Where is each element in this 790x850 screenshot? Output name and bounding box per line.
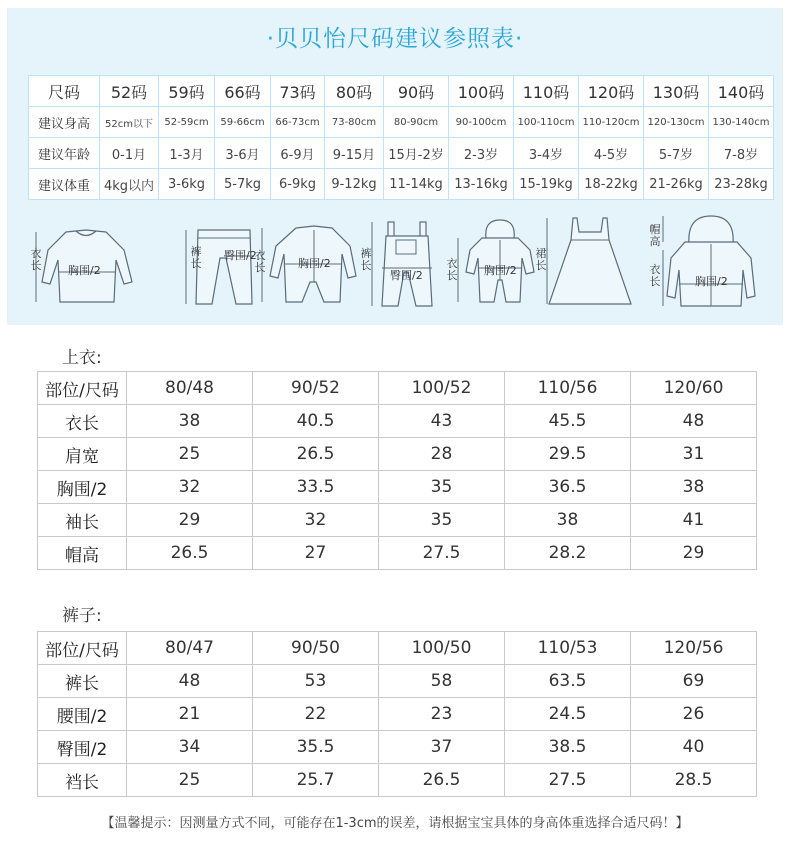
size-cell: 100/50 [379, 632, 505, 665]
size-header-label: 尺码 [29, 76, 100, 107]
table-row [38, 764, 757, 797]
value-cell: 24.5 [505, 698, 631, 731]
value-cell: 29 [127, 504, 253, 537]
romper-icon [254, 210, 368, 318]
age-cell: 3-4岁 [514, 138, 579, 169]
value-cell: 26 [631, 698, 757, 731]
hood-height-label: 帽高 [649, 223, 661, 248]
value-cell: 48 [127, 665, 253, 698]
age-row-label: 建议年龄 [29, 138, 100, 169]
size-header-row [29, 76, 774, 107]
size-header-cell: 66码 [215, 76, 271, 107]
age-row [29, 138, 774, 169]
value-cell: 45.5 [505, 405, 631, 438]
chest-label: 胸围/2 [68, 264, 101, 277]
length-label: 裤长 [360, 247, 372, 272]
value-cell: 58 [379, 665, 505, 698]
value-cell: 26.5 [253, 438, 379, 471]
warm-tip: 【温馨提示：因测量方式不同，可能存在1-3cm的误差，请根据宝宝具体的身高体重选择合适尺码！】 [101, 816, 689, 831]
age-cell: 4-5岁 [579, 138, 644, 169]
length-label: 衣长 [649, 263, 661, 288]
age-cell: 15月-2岁 [384, 138, 449, 169]
weight-row-label: 建议体重 [29, 169, 100, 200]
size-header-cell: 130码 [644, 76, 709, 107]
row-label: 臀围/2 [38, 731, 127, 764]
height-cell: 80-90cm [384, 107, 449, 138]
length-label: 衣长 [30, 247, 42, 272]
header-label: 部位/尺码 [38, 372, 127, 405]
value-cell: 22 [253, 698, 379, 731]
table-row [38, 665, 757, 698]
height-cell: 120-130cm [644, 107, 709, 138]
size-cell: 90/52 [253, 372, 379, 405]
length-label: 衣长 [254, 249, 266, 274]
value-cell: 35 [379, 504, 505, 537]
value-cell: 29.5 [505, 438, 631, 471]
value-cell: 43 [379, 405, 505, 438]
pants-section-title: 裤子: [62, 606, 102, 626]
value-cell: 35.5 [253, 731, 379, 764]
length-label: 衣长 [446, 257, 458, 282]
table-header-row [38, 632, 757, 665]
value-cell: 23 [379, 698, 505, 731]
weight-cell: 21-26kg [644, 169, 709, 200]
age-cell: 0-1月 [100, 138, 159, 169]
value-cell: 28 [379, 438, 505, 471]
size-header-cell: 110码 [514, 76, 579, 107]
length-label: 裤长 [190, 245, 202, 270]
height-cell: 90-100cm [449, 107, 514, 138]
chest-label: 胸围/2 [484, 264, 517, 277]
size-cell: 80/47 [127, 632, 253, 665]
weight-cell: 6-9kg [271, 169, 325, 200]
weight-cell: 3-6kg [159, 169, 215, 200]
size-header-cell: 120码 [579, 76, 644, 107]
hooded-jacket-icon [643, 210, 768, 318]
value-cell: 33.5 [253, 471, 379, 504]
value-cell: 38.5 [505, 731, 631, 764]
recommended-size-table [28, 75, 774, 200]
value-cell: 27 [253, 537, 379, 570]
table-row [38, 504, 757, 537]
age-cell: 6-9月 [271, 138, 325, 169]
weight-cell: 13-16kg [449, 169, 514, 200]
row-label: 肩宽 [38, 438, 127, 471]
row-label: 胸围/2 [38, 471, 127, 504]
table-row [38, 405, 757, 438]
length-label: 裙长 [535, 247, 547, 272]
weight-row [29, 169, 774, 200]
value-cell: 21 [127, 698, 253, 731]
header-label: 部位/尺码 [38, 632, 127, 665]
row-label: 裆长 [38, 764, 127, 797]
size-cell: 100/52 [379, 372, 505, 405]
value-cell: 63.5 [505, 665, 631, 698]
value-cell: 25 [127, 438, 253, 471]
hip-label: 臀围/2 [390, 269, 423, 282]
long-sleeve-top-icon [28, 210, 138, 318]
row-label: 帽高 [38, 537, 127, 570]
weight-cell: 15-19kg [514, 169, 579, 200]
age-cell: 2-3岁 [449, 138, 514, 169]
value-cell: 37 [379, 731, 505, 764]
value-cell: 38 [127, 405, 253, 438]
value-cell: 53 [253, 665, 379, 698]
chest-label: 胸围/2 [695, 275, 728, 288]
value-cell: 31 [631, 438, 757, 471]
size-cell: 120/56 [631, 632, 757, 665]
table-row [38, 698, 757, 731]
table-row [38, 537, 757, 570]
dress-icon [533, 210, 643, 318]
value-cell: 48 [631, 405, 757, 438]
chest-label: 胸围/2 [298, 257, 331, 270]
pants-spec-table [37, 631, 757, 797]
age-cell: 1-3月 [159, 138, 215, 169]
page-title: ·贝贝怡尺码建议参照表· [266, 26, 524, 52]
hip-label: 臀围/2 [224, 249, 257, 262]
age-cell: 3-6月 [215, 138, 271, 169]
value-cell: 26.5 [379, 764, 505, 797]
value-cell: 38 [505, 504, 631, 537]
value-cell: 25.7 [253, 764, 379, 797]
size-header-cell: 140码 [709, 76, 774, 107]
value-cell: 32 [127, 471, 253, 504]
value-cell: 38 [631, 471, 757, 504]
weight-cell: 9-12kg [325, 169, 384, 200]
size-header-cell: 59码 [159, 76, 215, 107]
tops-spec-table [37, 371, 757, 570]
value-cell: 40.5 [253, 405, 379, 438]
height-row-label: 建议身高 [29, 107, 100, 138]
age-cell: 7-8岁 [709, 138, 774, 169]
value-cell: 27.5 [505, 764, 631, 797]
row-label: 裤长 [38, 665, 127, 698]
height-cell: 52-59cm [159, 107, 215, 138]
size-cell: 110/53 [505, 632, 631, 665]
overalls-icon [358, 210, 458, 318]
value-cell: 32 [253, 504, 379, 537]
size-header-cell: 100码 [449, 76, 514, 107]
size-header-cell: 73码 [271, 76, 325, 107]
value-cell: 40 [631, 731, 757, 764]
value-cell: 29 [631, 537, 757, 570]
value-cell: 69 [631, 665, 757, 698]
weight-cell: 23-28kg [709, 169, 774, 200]
height-cell: 100-110cm [514, 107, 579, 138]
value-cell: 26.5 [127, 537, 253, 570]
size-cell: 110/56 [505, 372, 631, 405]
garment-diagrams [28, 210, 768, 318]
row-label: 衣长 [38, 405, 127, 438]
value-cell: 41 [631, 504, 757, 537]
weight-cell: 4kg以内 [100, 169, 159, 200]
value-cell: 34 [127, 731, 253, 764]
tops-section-title: 上衣: [62, 348, 102, 368]
size-cell: 120/60 [631, 372, 757, 405]
age-cell: 9-15月 [325, 138, 384, 169]
value-cell: 27.5 [379, 537, 505, 570]
height-cell: 73-80cm [325, 107, 384, 138]
size-header-cell: 90码 [384, 76, 449, 107]
weight-cell: 5-7kg [215, 169, 271, 200]
weight-cell: 11-14kg [384, 169, 449, 200]
size-header-cell: 80码 [325, 76, 384, 107]
row-label: 腰围/2 [38, 698, 127, 731]
table-header-row [38, 372, 757, 405]
size-header-cell: 52码 [100, 76, 159, 107]
row-label: 袖长 [38, 504, 127, 537]
height-cell: 130-140cm [709, 107, 774, 138]
height-cell: 110-120cm [579, 107, 644, 138]
table-row [38, 471, 757, 504]
size-cell: 90/50 [253, 632, 379, 665]
value-cell: 36.5 [505, 471, 631, 504]
size-cell: 80/48 [127, 372, 253, 405]
weight-cell: 18-22kg [579, 169, 644, 200]
height-cell: 66-73cm [271, 107, 325, 138]
height-row [29, 107, 774, 138]
height-cell: 59-66cm [215, 107, 271, 138]
value-cell: 35 [379, 471, 505, 504]
table-row [38, 438, 757, 471]
value-cell: 28.2 [505, 537, 631, 570]
height-cell: 52cm以下 [100, 107, 159, 138]
value-cell: 25 [127, 764, 253, 797]
value-cell: 28.5 [631, 764, 757, 797]
table-row [38, 731, 757, 764]
age-cell: 5-7岁 [644, 138, 709, 169]
